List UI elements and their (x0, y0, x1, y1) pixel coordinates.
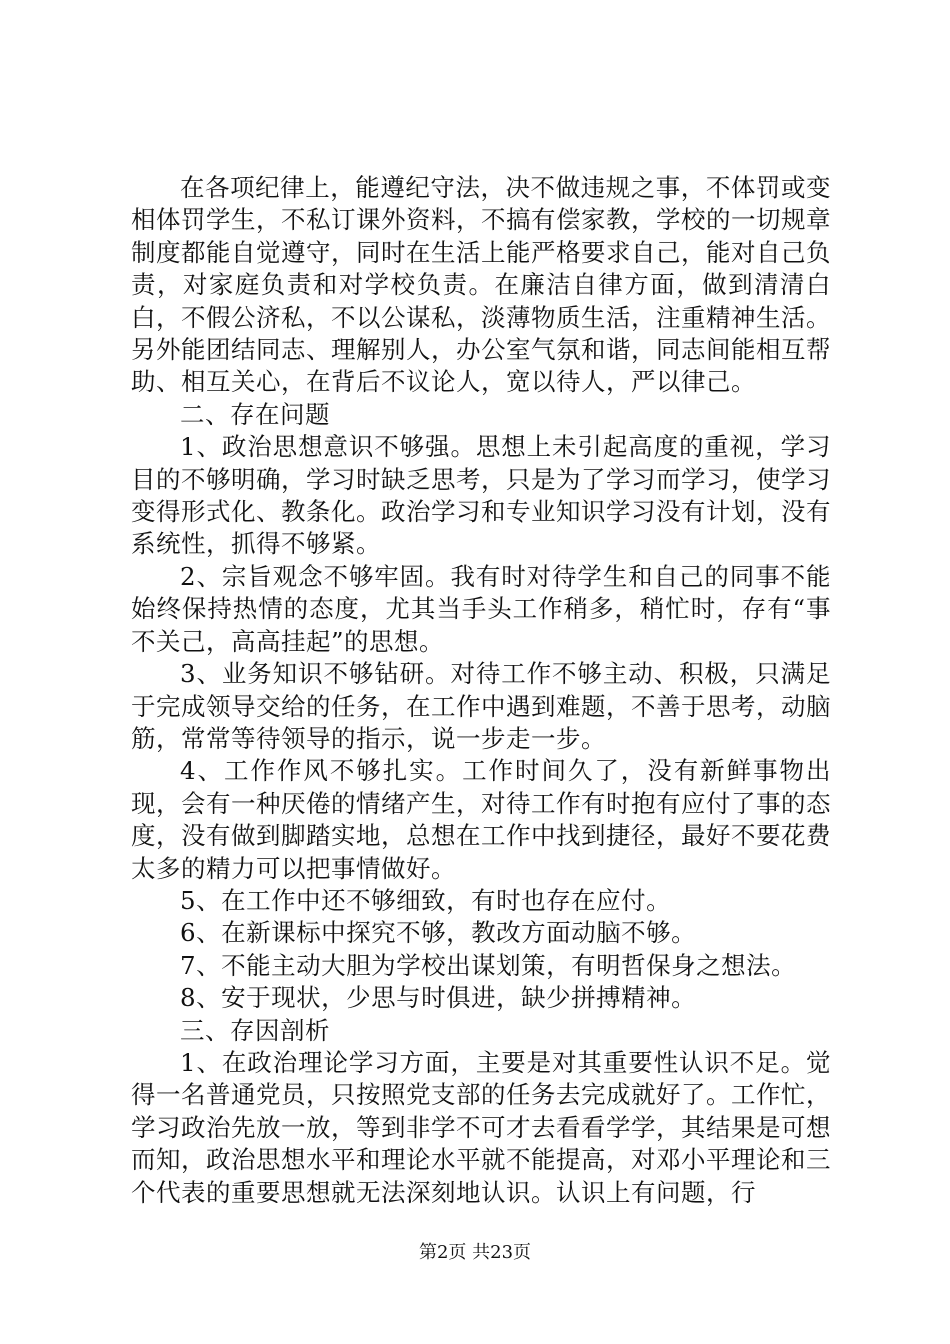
section-heading-problems: 二、存在问题 (180, 399, 330, 429)
paragraph-problem-4: 4、工作作风不够扎实。工作时间久了，没有新鲜事物出现，会有一种厌倦的情绪产生，对待工作有时抱有应付了事的态度，没有做到脚踏实地，总想在工作中找到捷径，最好不要花费太多的精力可以把事情做好。 (131, 756, 831, 883)
paragraph-problem-5: 5、在工作中还不够细致，有时也存在应付。 (180, 885, 672, 915)
paragraph-problem-1: 1、政治思想意识不够强。思想上未引起高度的重视，学习目的不够明确，学习时缺乏思考，只是为了学习而学习，使学习变得形式化、教条化。政治学习和专业知识学习没有计划，没有系统性，抓得不够紧。 (131, 432, 831, 559)
page-footer: 第2页 共23页 (418, 1242, 532, 1263)
paragraph-problem-8: 8、安于现状，少思与时俱进，缺少拼搏精神。 (180, 983, 697, 1013)
document-body (131, 172, 831, 1209)
section-heading-analysis: 三、存因剖析 (180, 1015, 330, 1045)
paragraph-problem-6: 6、在新课标中探究不够，教改方面动脑不够。 (180, 918, 697, 948)
paragraph-problem-2: 2、宗旨观念不够牢固。我有时对待学生和自己的同事不能始终保持热情的态度，尤其当手头工作稍多，稍忙时，存有“事不关己，高高挂起”的思想。 (131, 561, 831, 656)
paragraph-problem-7: 7、不能主动大胆为学校出谋划策，有明哲保身之想法。 (180, 950, 797, 980)
paragraph-analysis-1: 1、在政治理论学习方面，主要是对其重要性认识不足。觉得一名普通党员，只按照党支部的任务去完成就好了。工作忙，学习政治先放一放，等到非学不可才去看看学学，其结果是可想而知，政治思想水平和理论水平就不能提高，对邓小平理论和三个代表的重要思想就无法深刻地认识。认识上有问题，行 (131, 1047, 831, 1207)
paragraph-discipline: 在各项纪律上，能遵纪守法，决不做违规之事，不体罚或变相体罚学生，不私订课外资料，不搞有偿家教，学校的一切规章制度都能自觉遵守，同时在生活上能严格要求自己，能对自己负责，对家庭负责和对学校负责。在廉洁自律方面，做到清清白白，不假公济私，不以公谋私，淡薄物质生活，注重精神生活。另外能团结同志、理解别人，办公室气氛和谐，同志间能相互帮助、相互关心，在背后不议论人，宽以待人，严以律己。 (131, 173, 831, 397)
paragraph-problem-3: 3、业务知识不够钻研。对待工作不够主动、积极，只满足于完成领导交给的任务，在工作中遇到难题，不善于思考，动脑筋，常常等待领导的指示，说一步走一步。 (131, 659, 831, 753)
